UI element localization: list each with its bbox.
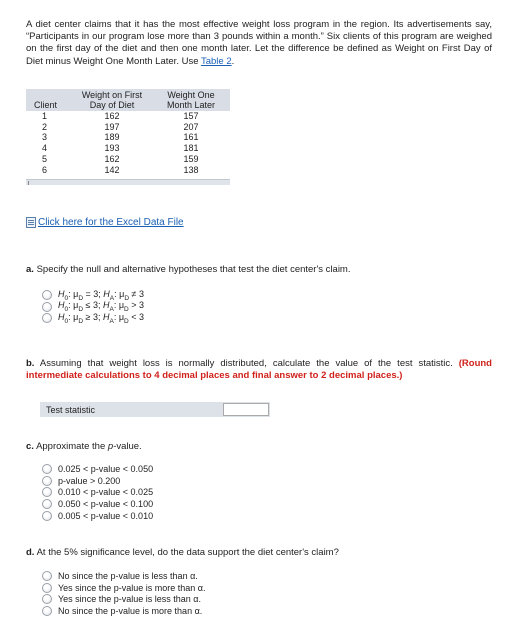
conclusion-option[interactable]: Yes since the p-value is more than α.	[42, 582, 205, 594]
scroll-handle[interactable]	[28, 181, 29, 185]
hypothesis-option[interactable]: $H_0$: $\mu_D = 3$; $H_A$: $\mu_D \ne 3$	[42, 289, 144, 301]
data-table-container	[26, 89, 230, 175]
radio-button[interactable]	[42, 511, 52, 521]
radio-button[interactable]	[42, 464, 52, 474]
question-b-text: Assuming that weight loss is normally distributed, calculate the value of the test statistic.	[39, 358, 459, 369]
excel-link-text[interactable]: Click here for the Excel Data File	[38, 217, 184, 228]
radio-button[interactable]	[42, 571, 52, 581]
radio-button[interactable]	[42, 290, 52, 300]
test-statistic-label: Test statistic	[46, 404, 96, 415]
question-c-text-pre: Approximate the	[36, 441, 108, 452]
p-value-options	[42, 463, 153, 522]
question-d-text: At the 5% significance level, do the data support the diet center's claim?	[36, 547, 339, 558]
header-client: Client	[26, 89, 72, 111]
radio-button[interactable]	[42, 487, 52, 497]
table-row: 2 197 207	[26, 122, 230, 133]
p-value-option[interactable]: 0.050 < p-value < 0.100	[42, 498, 153, 510]
data-table	[26, 89, 230, 175]
question-b	[26, 358, 492, 382]
intro-end: .	[231, 55, 235, 67]
excel-data-link[interactable]	[26, 217, 184, 228]
question-d-label: d.	[26, 547, 35, 558]
problem-intro	[26, 19, 492, 68]
header-one-month: Weight One Month Later	[152, 89, 230, 111]
table-scrollbar[interactable]	[26, 179, 230, 185]
question-c-text-italic: p	[107, 441, 114, 452]
table-2-link[interactable]: Table 2	[200, 55, 232, 67]
question-c-label: c.	[26, 441, 34, 452]
hypothesis-option[interactable]: $H_0$: $\mu_D \ge 3$; $H_A$: $\mu_D < 3$	[42, 313, 144, 325]
excel-file-icon	[26, 217, 36, 228]
radio-button[interactable]	[42, 594, 52, 604]
p-value-option[interactable]: 0.010 < p-value < 0.025	[42, 487, 153, 499]
header-first-day: Weight on First Day of Diet	[72, 89, 152, 111]
table-row: 6 142 138	[26, 165, 230, 176]
radio-button[interactable]	[42, 583, 52, 593]
table-row: 3 189 161	[26, 132, 230, 143]
intro-text: A diet center claims that it has the most effective weight loss program in the region. Its advertisements say, “Participants in our program lose more than 3 pounds within a month.” Six clients of this program are weighed on the first day of the diet and then one month later. Let the difference be defined as Weight on First Day of Diet minus Weight One Month Later. Use	[26, 19, 492, 67]
p-value-option[interactable]: 0.025 < p-value < 0.050	[42, 463, 153, 475]
test-statistic-input[interactable]	[223, 403, 269, 416]
radio-button[interactable]	[42, 499, 52, 509]
hypothesis-option[interactable]: $H_0$: $\mu_D \le 3$; $H_A$: $\mu_D > 3$	[42, 301, 144, 313]
conclusion-option[interactable]: No since the p-value is less than α.	[42, 570, 205, 582]
conclusion-option[interactable]: No since the p-value is more than α.	[42, 605, 205, 617]
radio-button[interactable]	[42, 476, 52, 486]
p-value-option[interactable]: p-value > 0.200	[42, 475, 153, 487]
radio-button[interactable]	[42, 313, 52, 323]
question-c-text-post: -value.	[113, 441, 142, 452]
question-b-label: b.	[26, 358, 35, 369]
rounding-instruction: (Round intermediate calculations to 4 decimal places and final answer to 2 decimal places.)	[26, 358, 492, 381]
table-row: 4 193 181	[26, 143, 230, 154]
question-d	[26, 547, 339, 559]
conclusion-options	[42, 570, 205, 617]
table-row: 1 162 157	[26, 111, 230, 122]
question-c	[26, 441, 142, 453]
test-statistic-row	[40, 402, 270, 417]
question-a-text: Specify the null and alternative hypotheses that test the diet center's claim.	[36, 264, 351, 275]
question-a	[26, 264, 351, 276]
p-value-option[interactable]: 0.005 < p-value < 0.010	[42, 510, 153, 522]
conclusion-option[interactable]: Yes since the p-value is less than α.	[42, 594, 205, 606]
table-row: 5 162 159	[26, 154, 230, 165]
question-a-label: a.	[26, 264, 34, 275]
hypotheses-options	[42, 289, 144, 324]
radio-button[interactable]	[42, 606, 52, 616]
radio-button[interactable]	[42, 302, 52, 312]
